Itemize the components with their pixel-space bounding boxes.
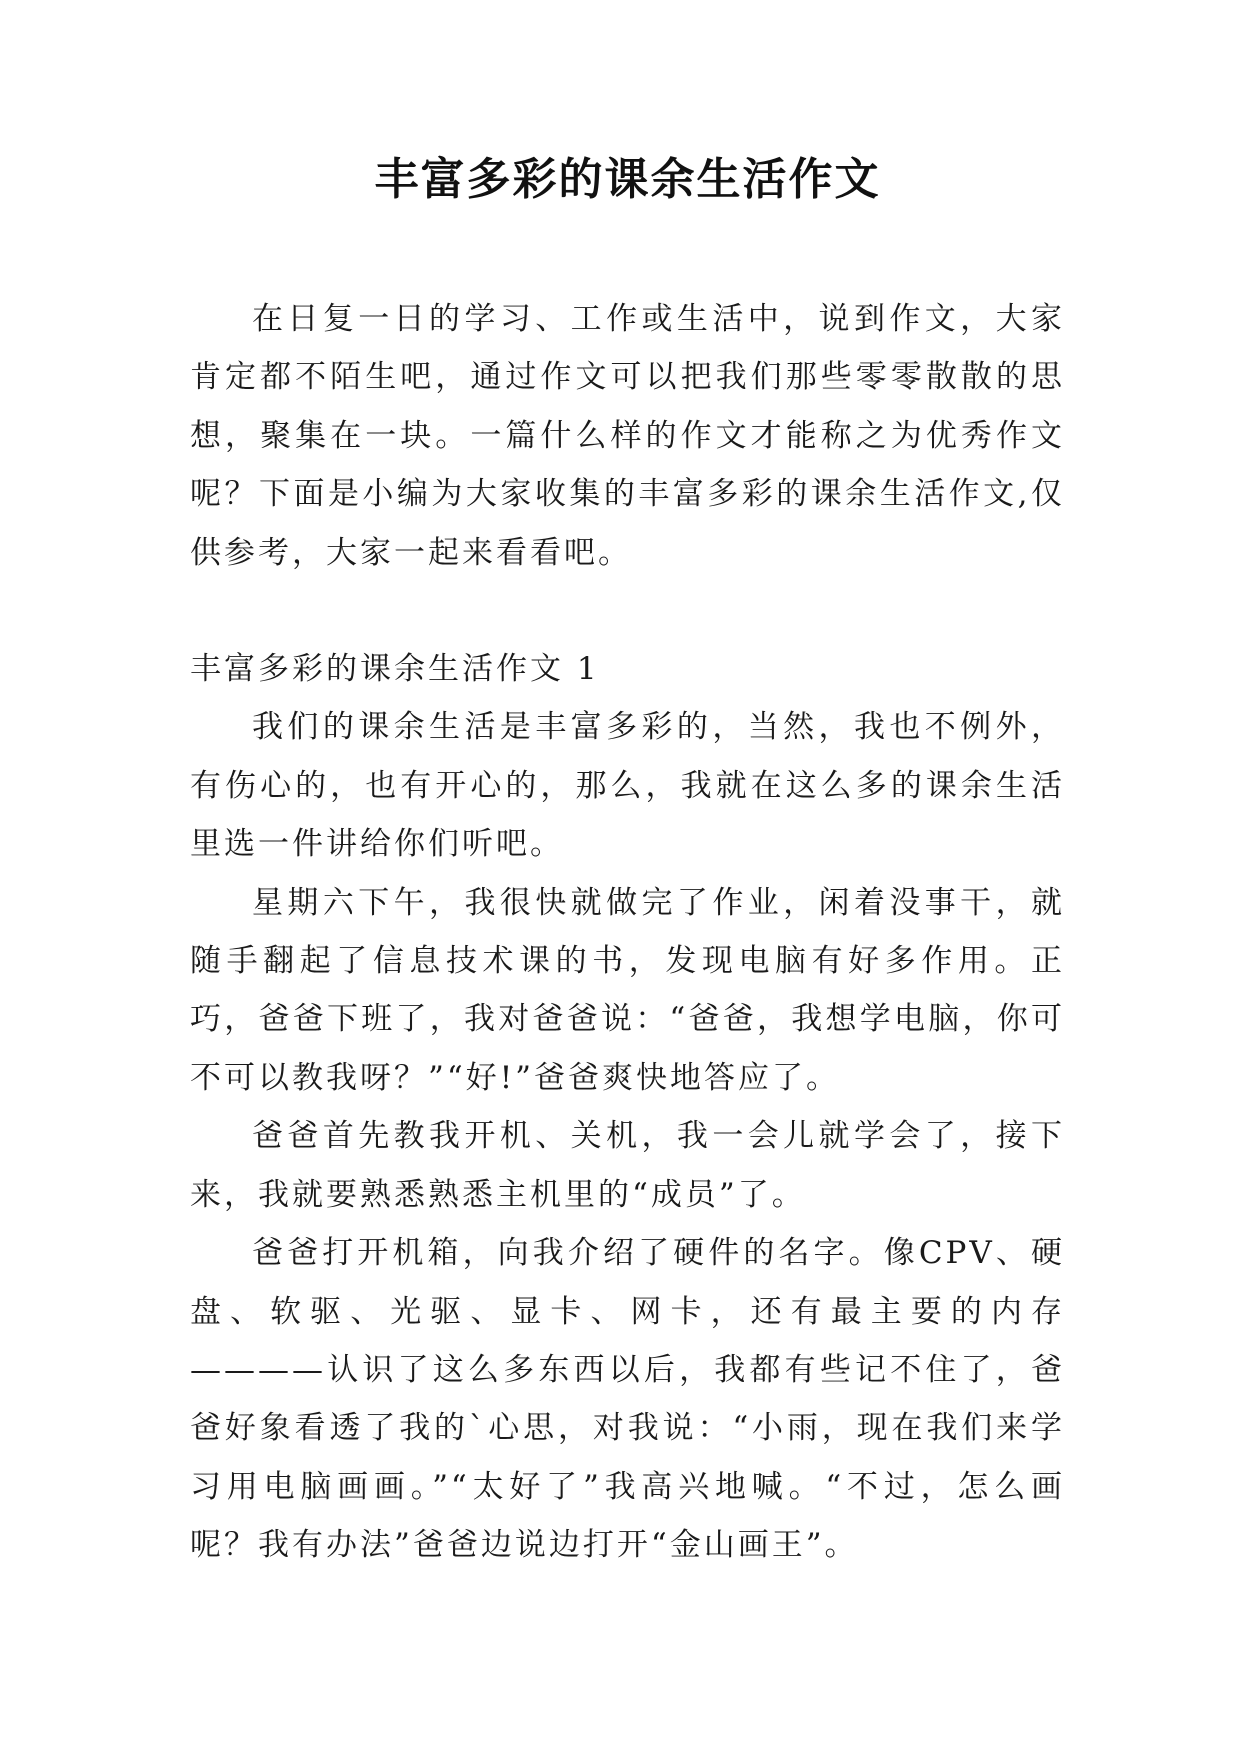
body-paragraph: 爸爸首先教我开机、关机，我一会儿就学会了，接下来，我就要熟悉熟悉主机里的“成员”了。: [190, 1118, 1065, 1213]
body-paragraph: 星期六下午，我很快就做完了作业，闲着没事干，就随手翻起了信息技术课的书，发现电脑有好多作用。正巧，爸爸下班了，我对爸爸说：“爸爸，我想学电脑，你可不可以教我呀？”“好!”爸爸爽快地答应了。: [190, 884, 1065, 1096]
section-heading: 丰富多彩的课余生活作文 1: [190, 651, 600, 688]
document-page: [190, 150, 1065, 1564]
intro-paragraph: 在日复一日的学习、工作或生活中，说到作文，大家肯定都不陌生吧，通过作文可以把我们那些零零散散的思想，聚集在一块。一篇什么样的作文才能称之为优秀作文呢？下面是小编为大家收集的丰富多彩的课余生活作文,仅供参考，大家一起来看看吧。: [190, 301, 1065, 571]
body-paragraph: 我们的课余生活是丰富多彩的，当然，我也不例外，有伤心的，也有开心的，那么，我就在这么多的课余生活里选一件讲给你们听吧。: [190, 709, 1065, 863]
document-title: 丰富多彩的课余生活作文: [374, 154, 881, 205]
body-paragraph: 爸爸打开机箱，向我介绍了硬件的名字。像CPV、硬盘、软驱、光驱、显卡、网卡，还有最主要的内存————认识了这么多东西以后，我都有些记不住了，爸爸好象看透了我的`心思，对我说：“小雨，现在我们来学习用电脑画画。”“太好了”我高兴地喊。“不过，怎么画呢？我有办法”爸爸边说边打开“金山画王”。: [190, 1235, 1065, 1564]
document-body: [190, 290, 1065, 1575]
